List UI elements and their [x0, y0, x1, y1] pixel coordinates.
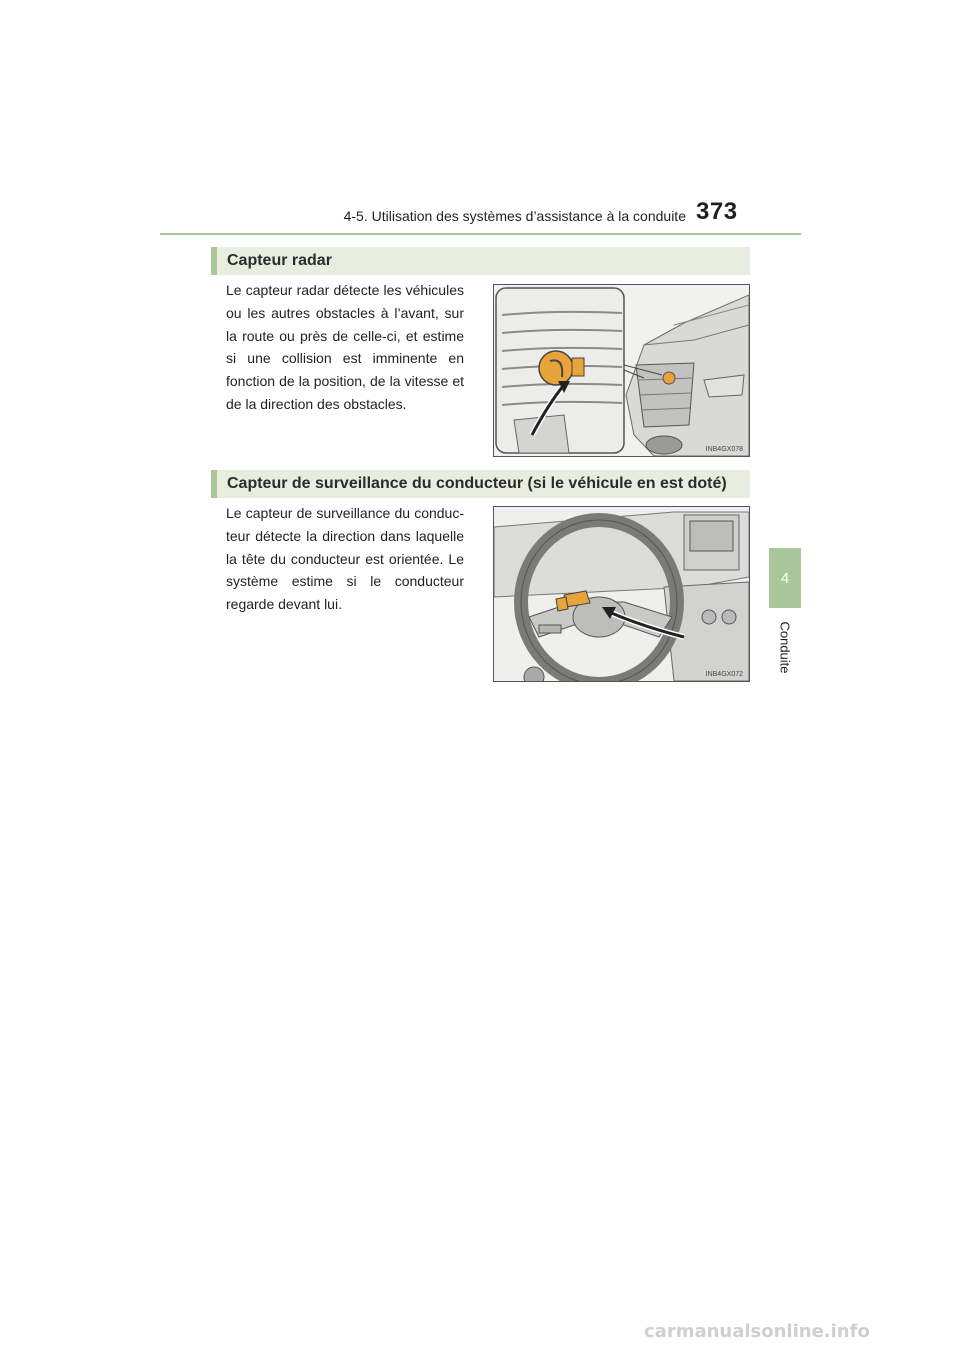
section-body-driver-monitor: Le capteur de surveillance du conduc-teur détecte la direction dans laquelle la tête du conducteur est orientée. Le système estime si le conducteur regarde devant lui.	[226, 505, 464, 613]
chapter-tab-label-text: Conduite	[777, 620, 793, 674]
section-body-radar: Le capteur radar détecte les véhicules ou les autres obstacles à l’avant, sur la route ou près de celle-ci, et estime si une collision est imminente en fonction de la position, de la vitesse et de la direction des obstacles.	[226, 282, 464, 412]
radar-sensor-illustration	[494, 285, 749, 456]
chapter-tab[interactable]: 4	[769, 548, 801, 608]
chapter-tab-label	[769, 612, 801, 682]
driver-monitor-illustration	[494, 507, 749, 681]
figure-code: INB4GX072	[705, 671, 743, 678]
driver-monitor-figure	[493, 506, 750, 682]
radar-sensor-figure	[493, 284, 750, 457]
chapter-title: 4-5. Utilisation des systèmes d’assistance à la conduite	[343, 208, 686, 224]
figure-code: INB4GX078	[705, 446, 743, 453]
page-number: 373	[696, 198, 738, 225]
watermark: carmanualsonline.info	[644, 1321, 870, 1342]
section-heading-radar: Capteur radar	[211, 247, 750, 275]
header-divider	[160, 233, 801, 235]
section-heading-driver-monitor: Capteur de surveillance du conducteur (si le véhicule en est doté)	[211, 470, 750, 498]
